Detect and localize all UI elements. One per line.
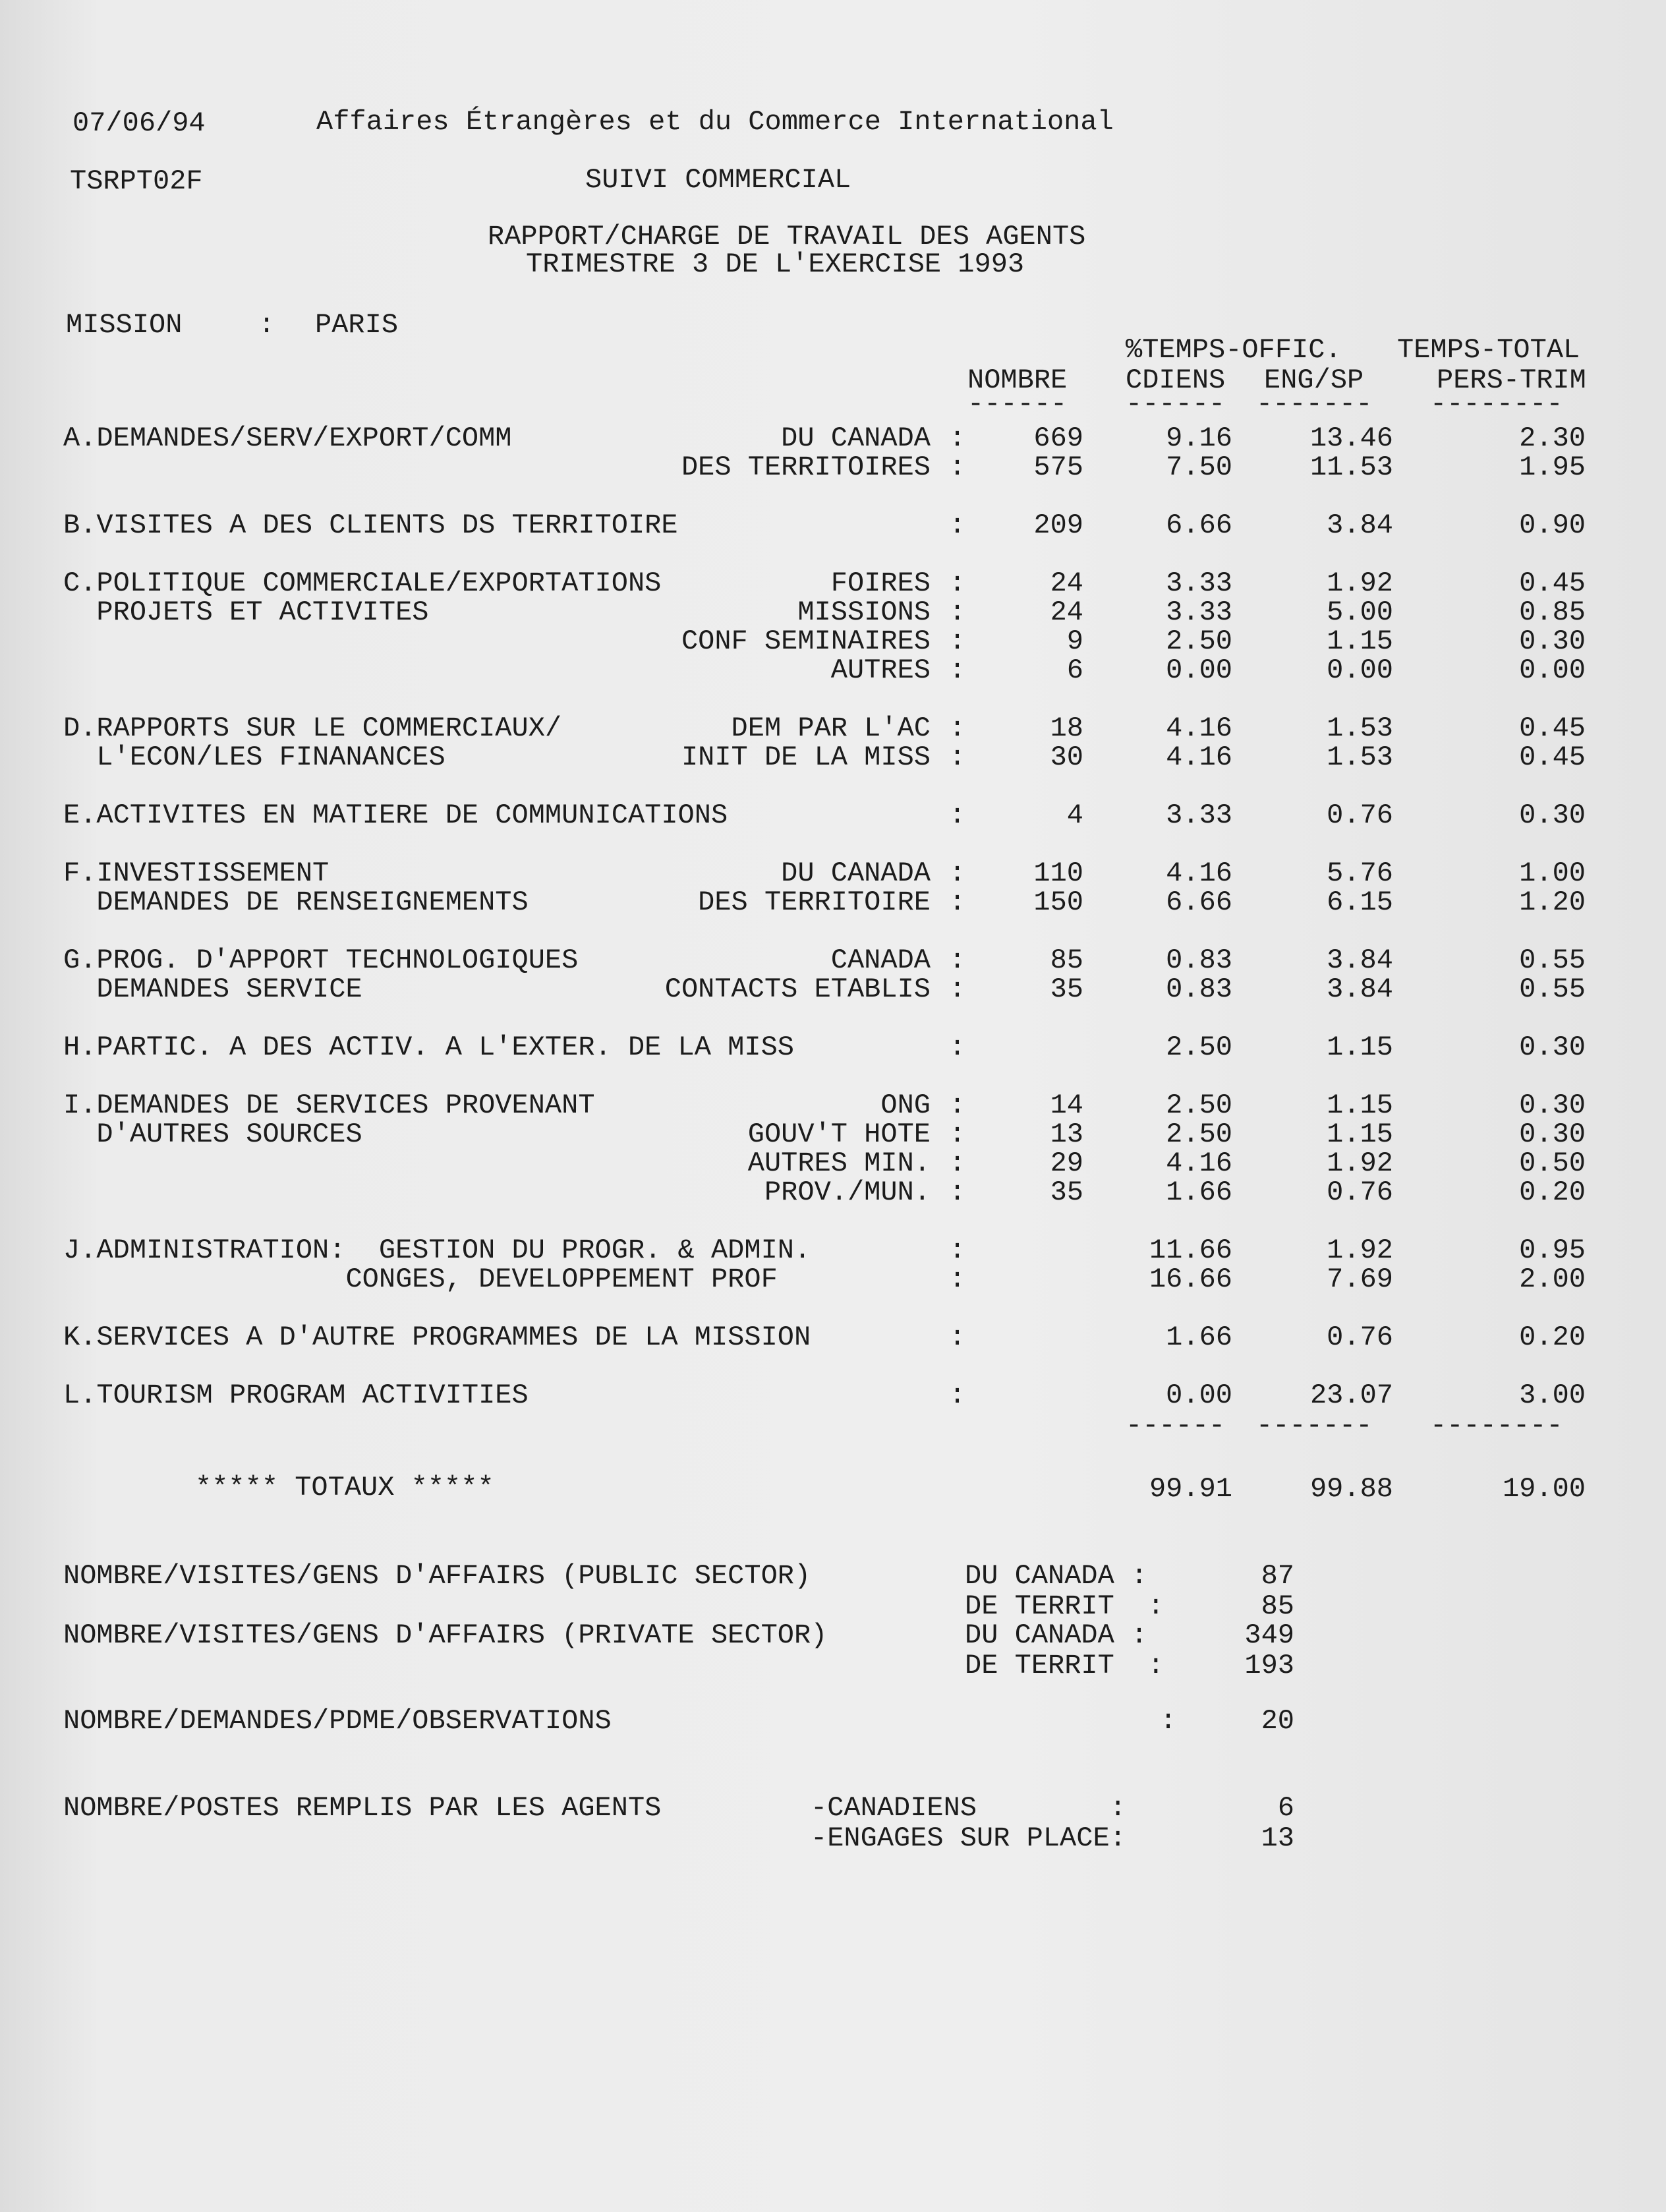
row-nombre: 24 — [1050, 568, 1083, 599]
row-nombre: 29 — [1050, 1148, 1083, 1179]
summary-label: NOMBRE/VISITES/GENS D'AFFAIRS (PRIVATE SECTOR) — [63, 1619, 828, 1651]
row-cdiens: 2.50 — [1166, 1119, 1232, 1150]
row-pers-trim: 0.45 — [1519, 568, 1586, 599]
row-description: A.DEMANDES/SERV/EXPORT/COMM — [63, 422, 512, 454]
header-nombre: NOMBRE — [967, 364, 1068, 396]
header-pct-offic: %TEMPS-OFFIC. — [1126, 334, 1342, 366]
row-engsp: 0.76 — [1327, 1177, 1393, 1208]
row-colon: : — [949, 568, 966, 599]
row-subcategory: AUTRES MIN. — [747, 1148, 931, 1179]
summary-value: 6 — [1277, 1792, 1294, 1824]
row-description: G.PROG. D'APPORT TECHNOLOGIQUES — [63, 945, 579, 976]
row-colon: : — [949, 1235, 966, 1266]
row-nombre: 35 — [1050, 974, 1083, 1005]
summary-label: NOMBRE/DEMANDES/PDME/OBSERVATIONS — [63, 1705, 612, 1737]
row-nombre: 9 — [1066, 626, 1083, 657]
row-description: I.DEMANDES DE SERVICES PROVENANT — [63, 1090, 595, 1121]
row-cdiens: 0.83 — [1166, 974, 1232, 1005]
totals-pers: 19.00 — [1502, 1473, 1586, 1505]
summary-value: 20 — [1261, 1705, 1294, 1737]
row-nombre: 30 — [1050, 742, 1083, 773]
row-colon: : — [949, 1148, 966, 1179]
row-description: C.POLITIQUE COMMERCIALE/EXPORTATIONS — [63, 568, 662, 599]
row-description: L.TOURISM PROGRAM ACTIVITIES — [63, 1380, 529, 1411]
row-subcategory: GOUV'T HOTE — [747, 1119, 931, 1150]
row-pers-trim: 0.95 — [1519, 1235, 1586, 1266]
row-nombre: 6 — [1066, 655, 1083, 686]
summary-value: 349 — [1244, 1619, 1294, 1651]
row-engsp: 1.92 — [1327, 1148, 1393, 1179]
row-subcategory: DES TERRITOIRE — [698, 887, 931, 918]
summary-subcategory: DE TERRIT : — [965, 1650, 1164, 1681]
row-engsp: 1.15 — [1327, 626, 1393, 657]
row-description: B.VISITES A DES CLIENTS DS TERRITOIRE — [63, 509, 678, 541]
row-colon: : — [949, 1032, 966, 1063]
row-colon: : — [949, 422, 966, 454]
summary-value: 193 — [1244, 1650, 1294, 1681]
row-subcategory: DU CANADA — [781, 422, 931, 454]
row-pers-trim: 3.00 — [1519, 1380, 1586, 1411]
row-cdiens: 0.00 — [1166, 655, 1232, 686]
row-cdiens: 3.33 — [1166, 568, 1232, 599]
row-cdiens: 9.16 — [1166, 422, 1232, 454]
row-cdiens: 6.66 — [1166, 887, 1232, 918]
row-pers-trim: 1.95 — [1519, 451, 1586, 483]
mission-colon: : — [258, 309, 275, 341]
row-cdiens: 4.16 — [1166, 858, 1232, 889]
row-subcategory: FOIRES — [830, 568, 931, 599]
row-engsp: 1.15 — [1327, 1032, 1393, 1063]
row-colon: : — [949, 887, 966, 918]
row-pers-trim: 0.55 — [1519, 974, 1586, 1005]
summary-subcategory: DU CANADA : — [965, 1619, 1148, 1651]
row-description: E.ACTIVITES EN MATIERE DE COMMUNICATIONS — [63, 800, 728, 831]
row-subcategory: DES TERRITOIRES — [681, 451, 931, 483]
row-cdiens: 1.66 — [1166, 1177, 1232, 1208]
row-engsp: 0.76 — [1327, 800, 1393, 831]
row-description: CONGES, DEVELOPPEMENT PROF — [63, 1264, 778, 1295]
row-colon: : — [949, 1380, 966, 1411]
row-subcategory: PROV./MUN. — [764, 1177, 931, 1208]
row-pers-trim: 0.30 — [1519, 1090, 1586, 1121]
row-colon: : — [949, 1264, 966, 1295]
rule-nombre: ------ — [967, 388, 1068, 420]
rule-cdiens: ------ — [1126, 388, 1226, 420]
row-nombre: 85 — [1050, 945, 1083, 976]
row-engsp: 1.92 — [1327, 1235, 1393, 1266]
row-pers-trim: 0.30 — [1519, 1119, 1586, 1150]
summary-label: NOMBRE/VISITES/GENS D'AFFAIRS (PUBLIC SECTOR) — [63, 1560, 811, 1592]
row-colon: : — [949, 1090, 966, 1121]
header-temps-total: TEMPS-TOTAL — [1397, 334, 1580, 366]
row-engsp: 13.46 — [1309, 422, 1393, 454]
row-cdiens: 3.33 — [1166, 800, 1232, 831]
row-subcategory: DEM PAR L'AC — [731, 713, 931, 744]
row-pers-trim: 0.30 — [1519, 1032, 1586, 1063]
row-engsp: 1.92 — [1327, 568, 1393, 599]
row-description: H.PARTIC. A DES ACTIV. A L'EXTER. DE LA MISS — [63, 1032, 794, 1063]
totals-rule-engsp: ------- — [1256, 1410, 1373, 1441]
row-pers-trim: 0.90 — [1519, 509, 1586, 541]
row-engsp: 1.15 — [1327, 1090, 1393, 1121]
row-colon: : — [949, 655, 966, 686]
row-colon: : — [949, 974, 966, 1005]
rule-pers: -------- — [1430, 388, 1563, 420]
row-nombre: 150 — [1033, 887, 1083, 918]
row-pers-trim: 0.45 — [1519, 713, 1586, 744]
row-subcategory: CONTACTS ETABLIS — [664, 974, 931, 1005]
row-cdiens: 7.50 — [1166, 451, 1232, 483]
row-pers-trim: 0.30 — [1519, 626, 1586, 657]
totals-label: ***** TOTAUX ***** — [195, 1472, 494, 1503]
row-pers-trim: 2.00 — [1519, 1264, 1586, 1295]
row-description: K.SERVICES A D'AUTRE PROGRAMMES DE LA MISSION — [63, 1322, 811, 1353]
row-subcategory: MISSIONS — [797, 597, 931, 628]
summary-subcategory: DU CANADA : — [965, 1560, 1148, 1592]
summary-value: 13 — [1261, 1822, 1294, 1854]
report-subtitle: SUIVI COMMERCIAL — [585, 164, 851, 196]
row-engsp: 3.84 — [1327, 945, 1393, 976]
mission-label: MISSION — [66, 309, 183, 341]
header-cdiens: CDIENS — [1126, 364, 1226, 396]
totals-cdiens: 99.91 — [1149, 1473, 1232, 1505]
row-nombre: 14 — [1050, 1090, 1083, 1121]
row-cdiens: 2.50 — [1166, 1032, 1232, 1063]
row-engsp: 3.84 — [1327, 509, 1393, 541]
report-code: TSRPT02F — [70, 165, 203, 197]
row-pers-trim: 0.45 — [1519, 742, 1586, 773]
row-description: J.ADMINISTRATION: GESTION DU PROGR. & ADMIN. — [63, 1235, 811, 1266]
row-engsp: 0.76 — [1327, 1322, 1393, 1353]
row-nombre: 575 — [1033, 451, 1083, 483]
row-pers-trim: 0.55 — [1519, 945, 1586, 976]
row-cdiens: 4.16 — [1166, 713, 1232, 744]
row-pers-trim: 1.20 — [1519, 887, 1586, 918]
row-engsp: 11.53 — [1309, 451, 1393, 483]
totals-rule-cdiens: ------ — [1126, 1410, 1226, 1441]
row-pers-trim: 2.30 — [1519, 422, 1586, 454]
organization-name: Affaires Étrangères et du Commerce International — [316, 106, 1114, 138]
row-cdiens: 4.16 — [1166, 1148, 1232, 1179]
row-pers-trim: 0.85 — [1519, 597, 1586, 628]
row-engsp: 6.15 — [1327, 887, 1393, 918]
report-period: TRIMESTRE 3 DE L'EXERCISE 1993 — [526, 248, 1025, 280]
row-cdiens: 6.66 — [1166, 509, 1232, 541]
row-pers-trim: 0.20 — [1519, 1177, 1586, 1208]
row-engsp: 5.00 — [1327, 597, 1393, 628]
row-nombre: 24 — [1050, 597, 1083, 628]
row-engsp: 23.07 — [1309, 1380, 1393, 1411]
report-title: RAPPORT/CHARGE DE TRAVAIL DES AGENTS — [488, 221, 1086, 252]
row-subcategory: AUTRES — [830, 655, 931, 686]
row-engsp: 7.69 — [1327, 1264, 1393, 1295]
row-colon: : — [949, 509, 966, 541]
row-cdiens: 0.00 — [1166, 1380, 1232, 1411]
row-description: F.INVESTISSEMENT — [63, 858, 330, 889]
header-engsp: ENG/SP — [1264, 364, 1364, 396]
row-colon: : — [949, 713, 966, 744]
row-colon: : — [949, 742, 966, 773]
row-description: D.RAPPORTS SUR LE COMMERCIAUX/ — [63, 713, 562, 744]
row-nombre: 4 — [1066, 800, 1083, 831]
summary-value: 87 — [1261, 1560, 1294, 1592]
summary-subcategory: -CANADIENS : — [811, 1792, 1126, 1824]
mission-value: PARIS — [315, 309, 399, 341]
row-engsp: 1.53 — [1327, 742, 1393, 773]
row-engsp: 1.15 — [1327, 1119, 1393, 1150]
row-colon: : — [949, 597, 966, 628]
row-pers-trim: 0.30 — [1519, 800, 1586, 831]
header-pers-trim: PERS-TRIM — [1437, 364, 1586, 396]
row-cdiens: 2.50 — [1166, 626, 1232, 657]
row-nombre: 110 — [1033, 858, 1083, 889]
row-subcategory: DU CANADA — [781, 858, 931, 889]
row-colon: : — [949, 1322, 966, 1353]
row-cdiens: 1.66 — [1166, 1322, 1232, 1353]
row-cdiens: 0.83 — [1166, 945, 1232, 976]
summary-subcategory: DE TERRIT : — [965, 1590, 1164, 1622]
row-colon: : — [949, 1119, 966, 1150]
row-engsp: 1.53 — [1327, 713, 1393, 744]
row-description: PROJETS ET ACTIVITES — [63, 597, 429, 628]
row-pers-trim: 1.00 — [1519, 858, 1586, 889]
row-cdiens: 16.66 — [1149, 1264, 1232, 1295]
summary-label: NOMBRE/POSTES REMPLIS PAR LES AGENTS — [63, 1792, 662, 1824]
row-colon: : — [949, 451, 966, 483]
row-description: DEMANDES SERVICE — [63, 974, 362, 1005]
row-engsp: 5.76 — [1327, 858, 1393, 889]
row-cdiens: 4.16 — [1166, 742, 1232, 773]
row-description: D'AUTRES SOURCES — [63, 1119, 362, 1150]
row-colon: : — [949, 800, 966, 831]
summary-subcategory: : — [1160, 1705, 1177, 1737]
row-nombre: 209 — [1033, 509, 1083, 541]
row-subcategory: CONF SEMINAIRES — [681, 626, 931, 657]
report-date: 07/06/94 — [72, 107, 206, 139]
totals-engsp: 99.88 — [1309, 1473, 1393, 1505]
row-colon: : — [949, 1177, 966, 1208]
row-colon: : — [949, 945, 966, 976]
row-nombre: 13 — [1050, 1119, 1083, 1150]
row-cdiens: 3.33 — [1166, 597, 1232, 628]
row-subcategory: ONG — [880, 1090, 931, 1121]
row-colon: : — [949, 858, 966, 889]
row-description: L'ECON/LES FINANANCES — [63, 742, 445, 773]
row-description: DEMANDES DE RENSEIGNEMENTS — [63, 887, 529, 918]
row-cdiens: 2.50 — [1166, 1090, 1232, 1121]
row-colon: : — [949, 626, 966, 657]
summary-value: 85 — [1261, 1590, 1294, 1622]
row-pers-trim: 0.20 — [1519, 1322, 1586, 1353]
row-subcategory: CANADA — [830, 945, 931, 976]
row-nombre: 35 — [1050, 1177, 1083, 1208]
row-pers-trim: 0.00 — [1519, 655, 1586, 686]
row-nombre: 669 — [1033, 422, 1083, 454]
row-subcategory: INIT DE LA MISS — [681, 742, 931, 773]
summary-subcategory: -ENGAGES SUR PLACE: — [811, 1822, 1126, 1854]
totals-rule-pers: -------- — [1430, 1410, 1563, 1441]
row-cdiens: 11.66 — [1149, 1235, 1232, 1266]
row-pers-trim: 0.50 — [1519, 1148, 1586, 1179]
row-nombre: 18 — [1050, 713, 1083, 744]
rule-engsp: ------- — [1256, 388, 1373, 420]
row-engsp: 0.00 — [1327, 655, 1393, 686]
row-engsp: 3.84 — [1327, 974, 1393, 1005]
